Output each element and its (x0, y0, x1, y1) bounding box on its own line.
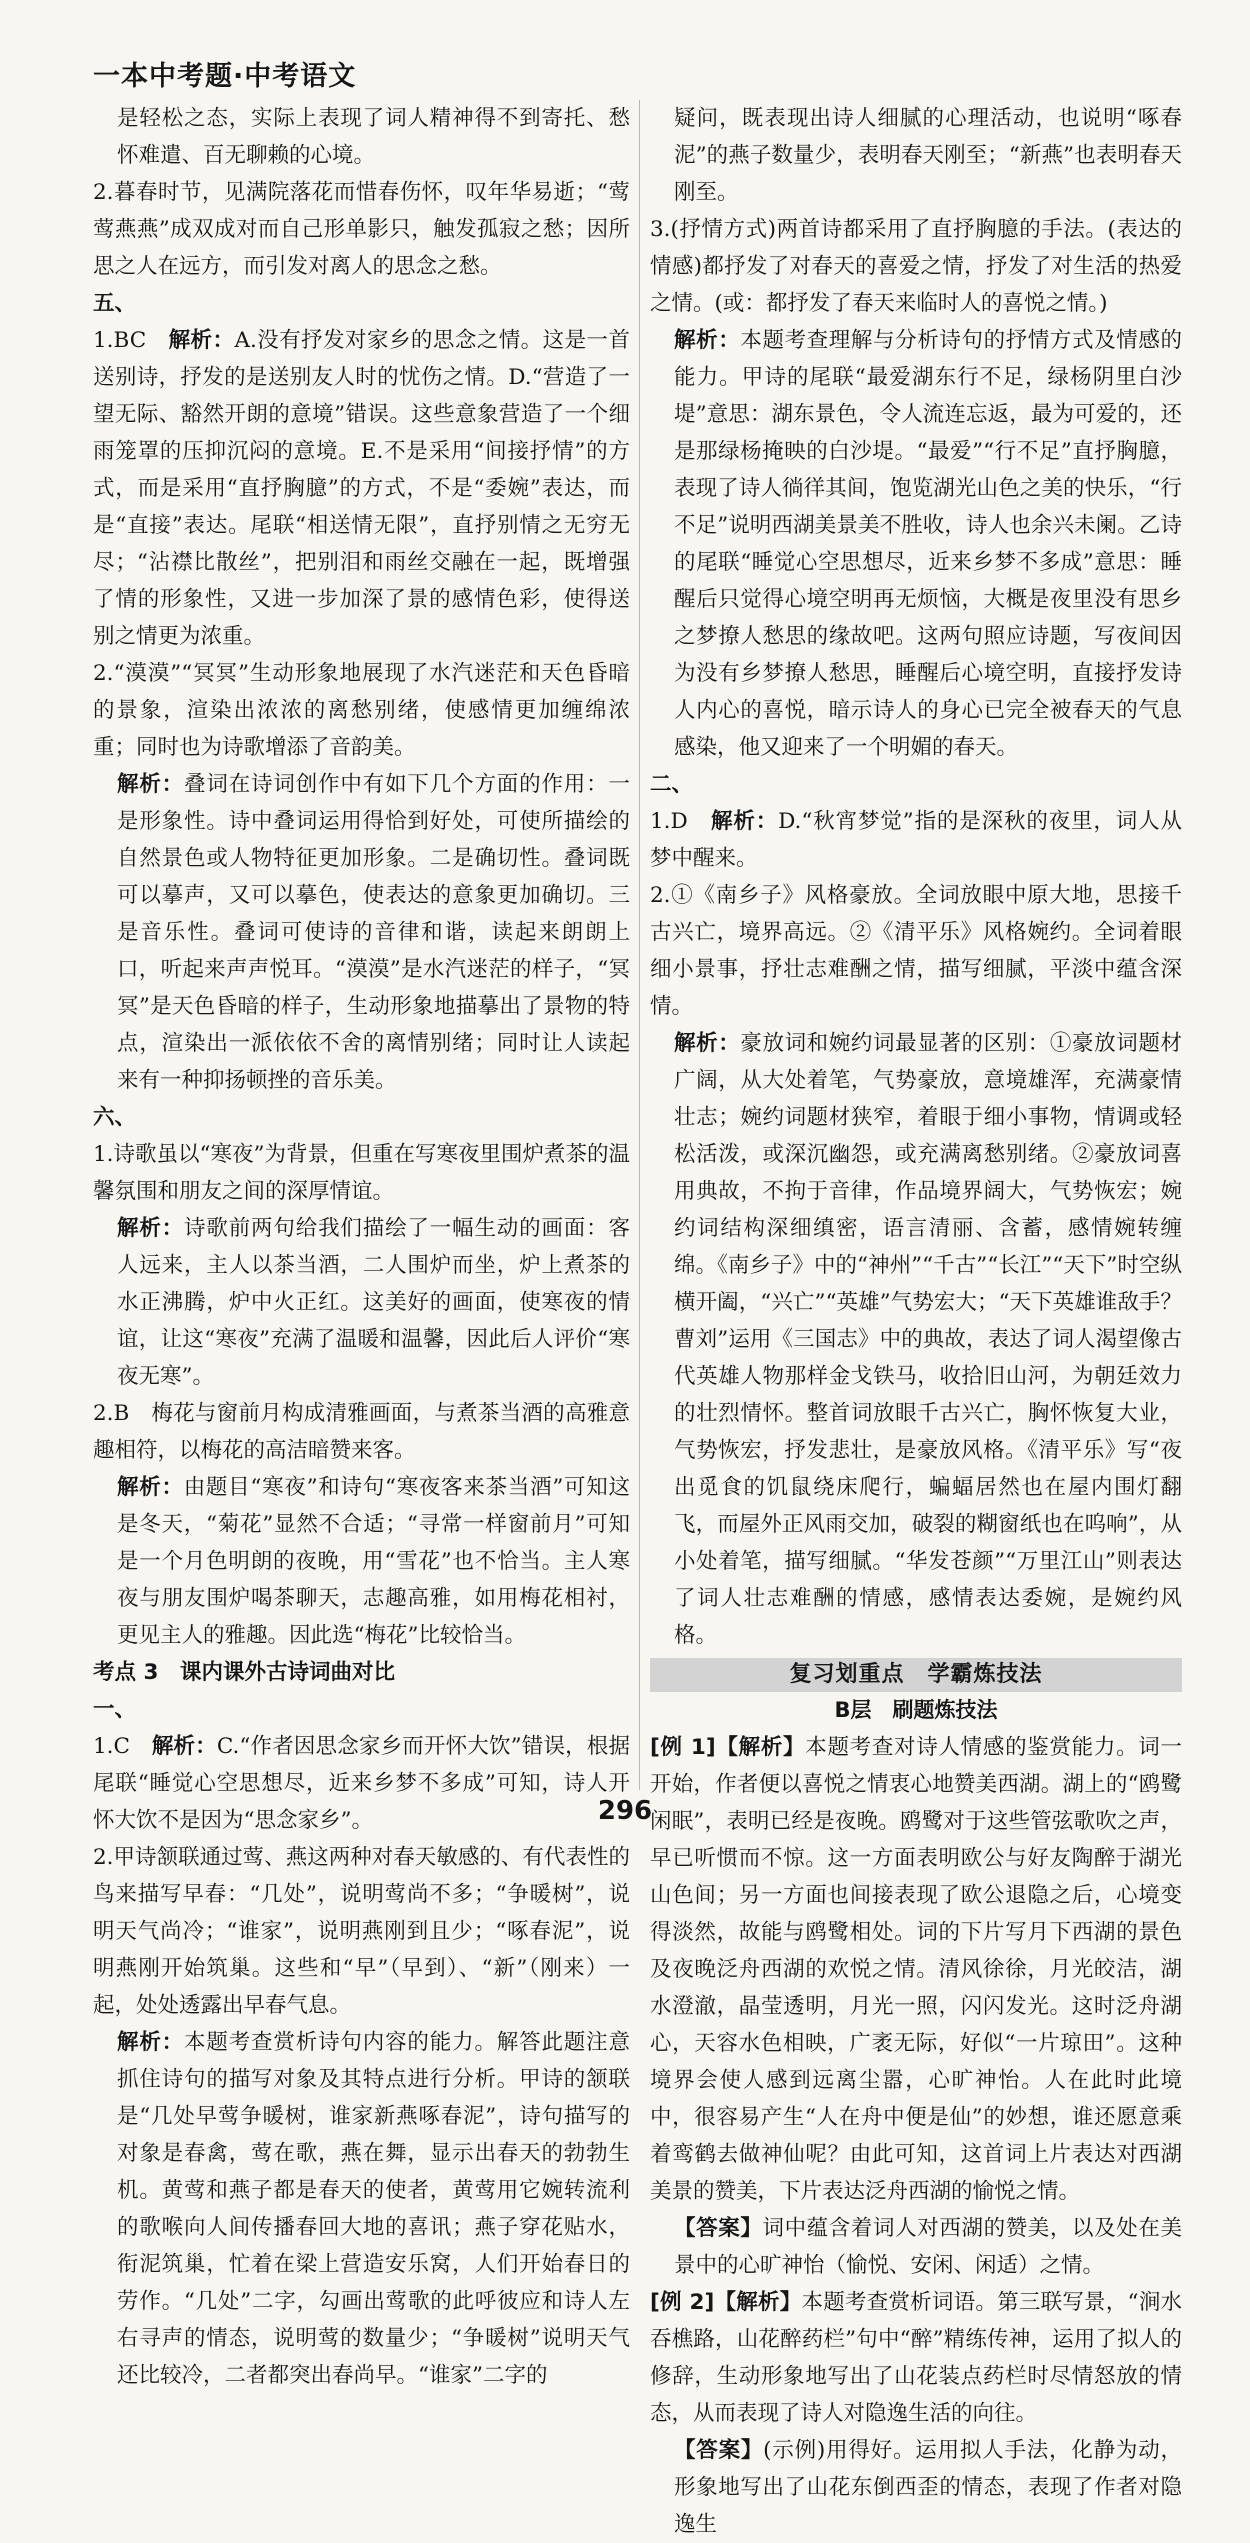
section-banner: 复习划重点 学霸炼技法 (650, 1658, 1182, 1692)
analysis-label: 解析： (168, 328, 235, 353)
analysis-paragraph (93, 1210, 630, 1395)
analysis-paragraph (93, 2024, 630, 2394)
example-item (650, 2284, 1182, 2432)
analysis-text: 本题考查理解与分析诗句的抒情方式及情感的能力。甲诗的尾联“最爱湖东行不足，绿杨阴里白沙堤”意思：湖东景色，令人流连忘返，最为可爱的，还是那绿杨掩映的白沙堤。“最爱”“行不足”直抒胸臆，表现了诗人徜徉其间，饱览湖光山色之美的快乐，“行不足”说明西湖美景美不胜收，诗人也余兴未阑。乙诗的尾联“睡觉心空思想尽，近来乡梦不多成”意思：睡醒后只觉得心境空明再无烦恼，大概是夜里没有思乡之梦撩人愁思的缘故吧。这两句照应诗题，写夜间因为没有乡梦撩人愁思，睡醒后心境空明，直接抒发诗人内心的喜悦，暗示诗人的身心已完全被春天的气息感染，他又迎来了一个明媚的春天。 (674, 328, 1182, 760)
analysis-paragraph (650, 322, 1182, 766)
analysis-label: 解析： (117, 1475, 184, 1500)
left-column (93, 100, 630, 2394)
section-heading: 二、 (650, 772, 694, 797)
section-heading: 五、 (93, 291, 137, 316)
analysis-label: 解析： (674, 1031, 741, 1056)
text-line: 疑问，既表现出诗人细腻的心理活动，也说明“啄春泥”的燕子数量少，表明春天刚至；“新燕”也表明春天刚至。 (674, 106, 1182, 205)
answer-item: 2.B 梅花与窗前月构成清雅画面，与煮茶当酒的高雅意趣相符，以梅花的高洁暗赞来客。 (93, 1401, 630, 1463)
analysis-paragraph (93, 1469, 630, 1654)
example-text: 本题考查对诗人情感的鉴赏能力。词一开始，作者便以喜悦之情衷心地赞美西湖。湖上的“鸥鹭闲眠”，表明已经是夜晚。鸥鹭对于这些管弦歌吹之声，早已听惯而不惊。这一方面表明欧公与好友陶醉于湖光山色间；另一方面也间接表现了欧公退隐之后，心境变得淡然，故能与鸥鹭相处。词的下片写月下西湖的景色及夜晚泛舟西湖的欢悦之情。清风徐徐，月光皎洁，湖水澄澈，晶莹透明，月光一照，闪闪发光。这时泛舟湖心，天容水色相映，广袤无际，好似“一片琼田”。这种境界会使人感到远离尘嚣，心旷神怡。人在此时此境中，很容易产生“人在舟中便是仙”的妙想，谁还愿意乘着鸾鹤去做神仙呢？由此可知，这首词上片表达对西湖美景的赞美，下片表达泛舟西湖的愉悦之情。 (650, 1735, 1182, 2204)
answer-key: 1.BC (93, 328, 169, 353)
analysis-label: 解析： (710, 809, 779, 834)
answer-paragraph (650, 2210, 1182, 2284)
analysis-text: 诗歌前两句给我们描绘了一幅生动的画面：客人远来，主人以茶当酒，二人围炉而坐，炉上煮茶的水正沸腾，炉中火正红。这美好的画面，使寒夜的情谊，让这“寒夜”充满了温暖和温馨，因此后人评价“寒夜无寒”。 (117, 1216, 630, 1389)
section-heading: 一、 (93, 1697, 137, 1722)
answer-item (93, 322, 630, 655)
running-header: 一本中考题·中考语文 (93, 61, 357, 92)
answer-paragraph (650, 2432, 1182, 2543)
answer-key: 1.C (93, 1734, 152, 1759)
answer-item: 1.诗歌虽以“寒夜”为背景，但重在写寒夜里围炉煮茶的温馨氛围和朋友之间的深厚情谊。 (93, 1142, 630, 1204)
answer-item: 2.“漠漠”“冥冥”生动形象地展现了水汽迷茫和天色昏暗的景象，渲染出浓浓的离愁别绪，使感情更加缠绵浓重；同时也为诗歌增添了音韵美。 (93, 661, 630, 760)
column-divider (639, 100, 640, 1790)
analysis-text: 本题考查赏析诗句内容的能力。解答此题注意抓住诗句的描写对象及其特点进行分析。甲诗的颔联是“几处早莺争暖树，谁家新燕啄春泥”，诗句描写的对象是春禽，莺在歌，燕在舞，显示出春天的勃勃生机。黄莺和燕子都是春天的使者，黄莺用它婉转流利的歌喉向人间传播春回大地的喜讯；燕子穿花贴水，衔泥筑巢，忙着在梁上营造安乐窝，人们开始春日的劳作。“几处”二字，勾画出莺歌的此呼彼应和诗人左右寻声的情态，说明莺的数量少；“争暖树”说明天气还比较冷，二者都突出春尚早。“谁家”二字的 (117, 2030, 630, 2388)
analysis-paragraph (93, 766, 630, 1099)
right-column (650, 100, 1182, 2543)
answer-item: 2.暮春时节，见满院落花而惜春伤怀，叹年华易逝；“莺莺燕燕”成双成对而自己形单影只，触发孤寂之愁；因所思之人在远方，而引发对离人的思念之愁。 (93, 180, 630, 279)
analysis-text: 由题目“寒夜”和诗句“寒夜客来茶当酒”可知这是冬天，“菊花”显然不合适；“寻常一样窗前月”可知是一个月色明朗的夜晚，用“雪花”也不恰当。主人寒夜与朋友围炉喝茶聊天，志趣高雅，如用梅花相衬，更见主人的雅趣。因此选“梅花”比较恰当。 (117, 1475, 630, 1648)
analysis-text: C.“作者因思念家乡而开怀大饮”错误，根据尾联“睡觉心空思想尽，近来乡梦不多成”可知，诗人开怀大饮不是因为“思念家乡”。 (93, 1734, 630, 1833)
analysis-text: 豪放词和婉约词最显著的区别：①豪放词题材广阔，从大处着笔，气势豪放，意境雄浑，充满豪情壮志；婉约词题材狭窄，着眼于细小事物，情调或轻松活泼，或深沉幽怨，或充满离愁别绪。②豪放词喜用典故，不拘于音律，作品境界阔大，气势恢宏；婉约词结构深细缜密，语言清丽、含蓄，感情婉转缠绵。《南乡子》中的“神州”“千古”“长江”“天下”时空纵横开阖，“兴亡”“英雄”气势宏大；“天下英雄谁敌手？曹刘”运用《三国志》中的典故，表达了词人渴望像古代英雄人物那样金戈铁马，收拾旧山河，为朝廷效力的壮烈情怀。整首词放眼千古兴亡，胸怀恢复大业，气势恢宏，抒发悲壮，是豪放风格。《清平乐》写“夜出觅食的饥鼠绕床爬行，蝙蝠居然也在屋内围灯翻飞，而屋外正风雨交加，破裂的糊窗纸也在呜响”，从小处着笔，描写细腻。“华发苍颜”“万里江山”则表达了词人壮志难酬的情感，感情表达委婉，是婉约风格。 (674, 1031, 1182, 1648)
answer-item: 2.①《南乡子》风格豪放。全词放眼中原大地，思接千古兴亡，境界高远。②《清平乐》风格婉约。全词着眼细小景事，抒壮志难酬之情，描写细腻，平淡中蕴含深情。 (650, 883, 1182, 1019)
analysis-paragraph (650, 1025, 1182, 1654)
kaodian-heading: 考点 3 课内课外古诗词曲对比 (93, 1660, 395, 1685)
analysis-label: 解析： (117, 1216, 185, 1241)
page-number: 296 (597, 1796, 653, 1826)
answer-key: 1.D (650, 809, 711, 834)
answer-item: 2.甲诗颔联通过莺、燕这两种对春天敏感的、有代表性的鸟来描写早春：“几处”，说明莺尚不多；“争暖树”，说明天气尚冷；“谁家”，说明燕刚到且少；“啄春泥”，说明燕刚开始筑巢。这些和“早”（早到）、“新”（刚来）一起，处处透露出早春气息。 (93, 1845, 630, 2018)
analysis-text: A.没有抒发对家乡的思念之情。这是一首送别诗，抒发的是送别友人时的忧伤之情。D.“营造了一望无际、豁然开朗的意境”错误。这些意象营造了一个细雨笼罩的压抑沉闷的意境。E.不是采用“间接抒情”的方式，而是采用“直抒胸臆”的方式，不是“委婉”表达，而是“直接”表达。尾联“相送情无限”，直抒别情之无穷无尽；“沾襟比散丝”，把别泪和雨丝交融在一起，既增强了情的形象性，又进一步加深了景的感情色彩，使得送别之情更为浓重。 (93, 328, 630, 649)
example-label: [例 1]【解析】 (650, 1735, 806, 1760)
analysis-label: 解析： (151, 1734, 217, 1759)
section-heading: 六、 (93, 1105, 137, 1130)
analysis-label: 解析： (117, 2030, 185, 2055)
analysis-text: 叠词在诗词创作中有如下几个方面的作用：一是形象性。诗中叠词运用得恰到好处，可使所描绘的自然景色或人物特征更加形象。二是确切性。叠词既可以摹声，又可以摹色，使表达的意象更加确切。三是音乐性。叠词可使诗的音律和谐，读起来朗朗上口，听起来声声悦耳。“漠漠”是水汽迷茫的样子，“冥冥”是天色昏暗的样子，生动形象地描摹出了景物的特点，渲染出一派依依不舍的离情别绪；同时让人读起来有一种抑扬顿挫的音乐美。 (117, 772, 630, 1093)
example-text: 本题考查赏析词语。第三联写景，“涧水吞樵路，山花醉药栏”句中“醉”精练传神，运用了拟人的修辞，生动形象地写出了山花装点药栏时尽情怒放的情态，从而表现了诗人对隐逸生活的向往。 (650, 2290, 1182, 2426)
answer-item (650, 803, 1182, 877)
answer-text: 词中蕴含着词人对西湖的赞美，以及处在美景中的心旷神怡（愉悦、安闲、闲适）之情。 (674, 2216, 1182, 2278)
answer-label: 【答案】 (674, 2216, 763, 2241)
analysis-label: 解析： (674, 328, 741, 353)
analysis-label: 解析： (117, 772, 185, 797)
answer-text: (示例)用得好。运用拟人手法，化静为动，形象地写出了山花东倒西歪的情态，表现了作者对隐逸生 (674, 2438, 1182, 2537)
layer-heading: B层 刷题炼技法 (834, 1698, 998, 1722)
answer-label: 【答案】 (674, 2438, 764, 2463)
answer-item: 3.(抒情方式)两首诗都采用了直抒胸臆的手法。(表达的情感)都抒发了对春天的喜爱之情，抒发了对生活的热爱之情。(或：都抒发了春天来临时人的喜悦之情。) (650, 217, 1182, 316)
example-label: [例 2]【解析】 (650, 2290, 802, 2315)
analysis-text: D.“秋宵梦觉”指的是深秋的夜里，词人从梦中醒来。 (650, 809, 1182, 871)
text-line: 是轻松之态，实际上表现了词人精神得不到寄托、愁怀难遣、百无聊赖的心境。 (117, 106, 630, 168)
